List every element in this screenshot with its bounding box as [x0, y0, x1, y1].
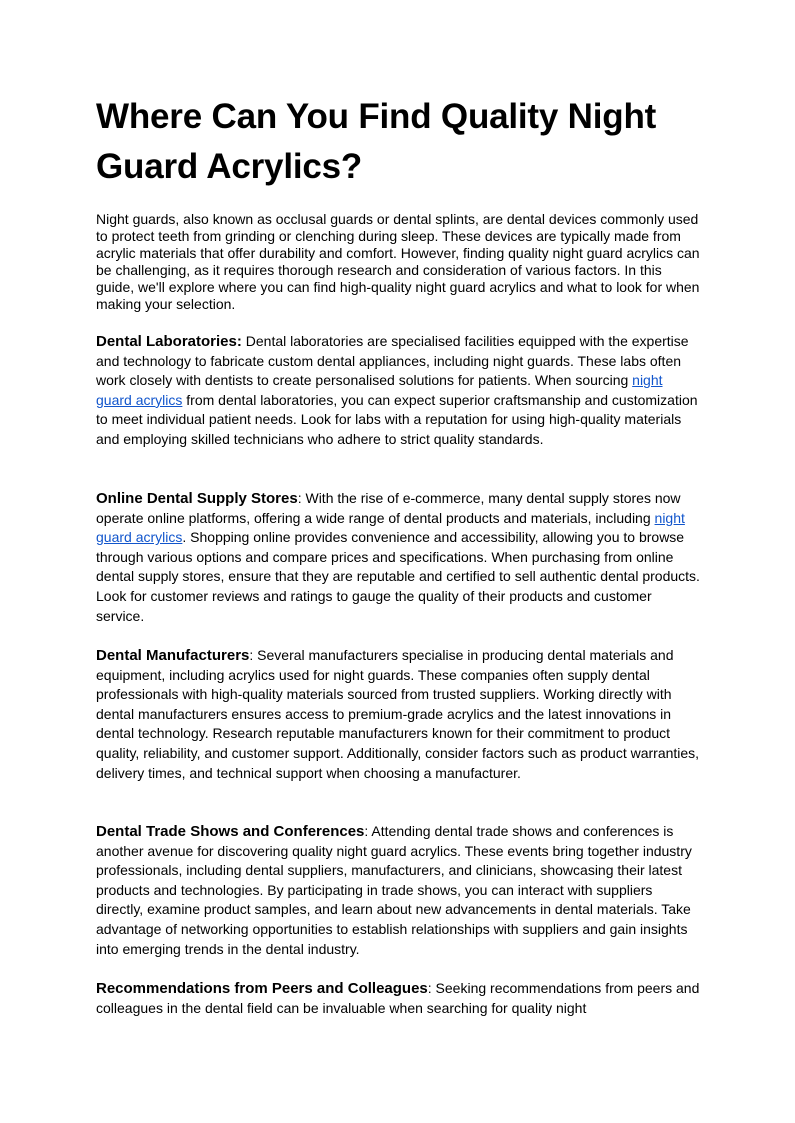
- section-heading: Dental Laboratories:: [96, 333, 242, 350]
- section-heading: Dental Trade Shows and Conferences: [96, 823, 365, 840]
- section-text: Dental laboratories are specialised facilities equipped with the expertise and technology to fabricate custom dental appliances, including night guards. These labs often work closely with dentists to create personalised solutions for patients. When sourcing: [96, 333, 689, 389]
- section-dental-laboratories: [96, 332, 700, 450]
- section-heading: Recommendations from Peers and Colleagues: [96, 980, 428, 997]
- section-online-dental-supply-stores: [96, 489, 700, 626]
- section-dental-trade-shows: [96, 822, 700, 959]
- section-dental-manufacturers: [96, 646, 700, 783]
- intro-paragraph: Night guards, also known as occlusal guards or dental splints, are dental devices commonly used to protect teeth from grinding or clenching during sleep. These devices are typically made from acrylic materials that offer durability and comfort. However, finding quality night guard acrylics can be challenging, as it requires thorough research and consideration of various factors. In this guide, we'll explore where you can find high-quality night guard acrylics and what to look for when making your selection.: [96, 211, 700, 312]
- section-text: : Several manufacturers specialise in producing dental materials and equipment, including acrylics used for night guards. These companies often supply dental professionals with high-quality materials sourced from trusted suppliers. Working directly with dental manufacturers ensures access to premium-grade acrylics and the latest innovations in dental technology. Research reputable manufacturers known for their commitment to product quality, reliability, and customer support. Additionally, consider factors such as product warranties, delivery times, and technical support when choosing a manufacturer.: [96, 647, 700, 781]
- section-text: . Shopping online provides convenience and accessibility, allowing you to browse through various options and compare prices and specifications. When purchasing from online dental supply stores, ensure that they are reputable and certified to sell authentic dental products. Look for customer reviews and ratings to gauge the quality of their products and customer service.: [96, 529, 700, 624]
- section-text: : Seeking recommendations from peers and colleagues in the dental field can be invaluable when searching for quality night: [96, 980, 700, 1016]
- section-text: : Attending dental trade shows and conferences is another avenue for discovering quality night guard acrylics. These events bring together industry professionals, including dental suppliers, manufacturers, and clinicians, showcasing their latest products and technologies. By participating in trade shows, you can interact with suppliers directly, examine product samples, and learn about new advancements in dental materials. Take advantage of networking opportunities to establish relationships with suppliers and gain insights into emerging trends in the dental industry.: [96, 823, 692, 957]
- page-title: Where Can You Find Quality Night Guard Acrylics?: [96, 97, 657, 186]
- section-recommendations: [96, 979, 700, 1018]
- section-text: : With the rise of e-commerce, many dental supply stores now operate online platforms, offering a wide range of dental products and materials, including: [96, 490, 681, 526]
- section-heading: Dental Manufacturers: [96, 647, 250, 664]
- section-text: from dental laboratories, you can expect superior craftsmanship and customization to meet individual patient needs. Look for labs with a reputation for using high-quality materials and employing skilled technicians who adhere to strict quality standards.: [96, 391, 698, 447]
- section-heading: Online Dental Supply Stores: [96, 490, 298, 507]
- night-guard-acrylics-link[interactable]: night guard acrylics: [96, 509, 685, 546]
- night-guard-acrylics-link[interactable]: night guard acrylics: [96, 372, 663, 408]
